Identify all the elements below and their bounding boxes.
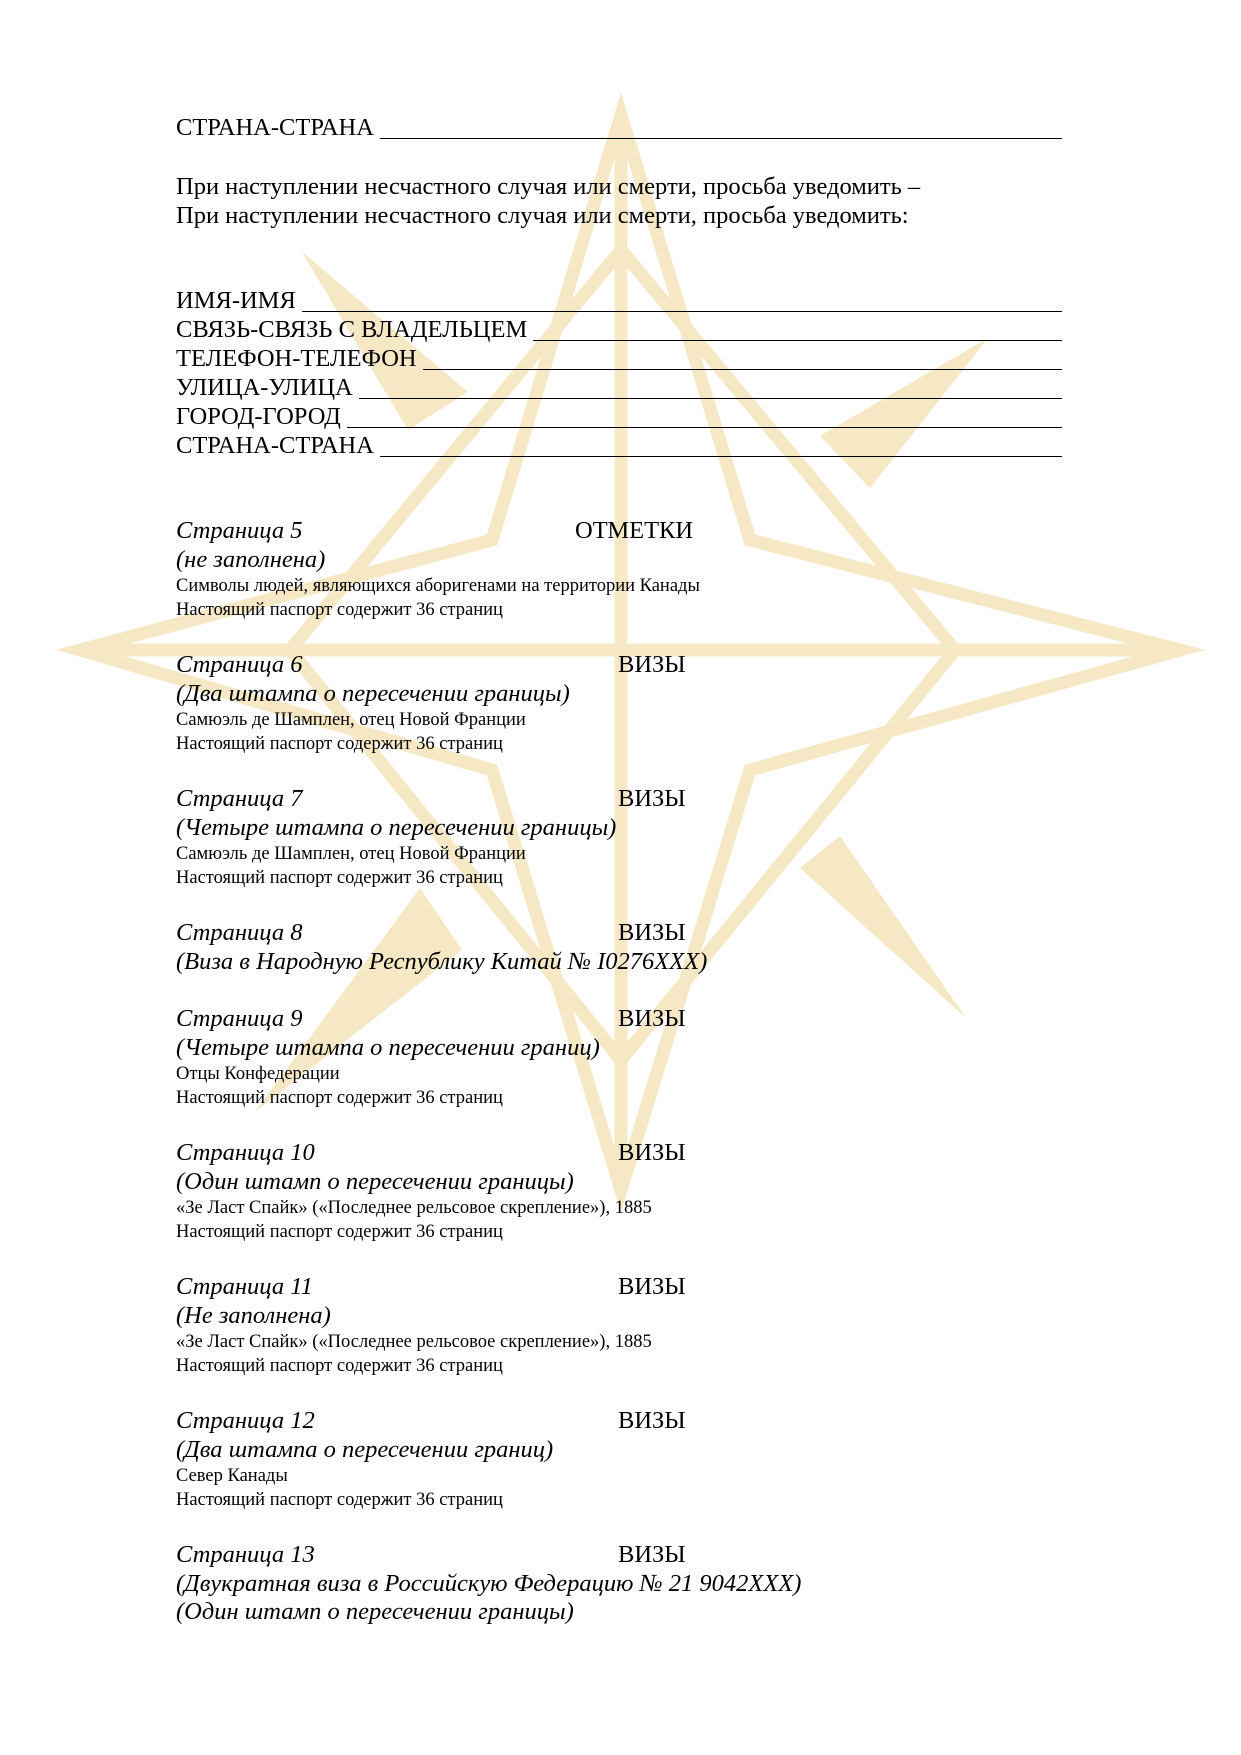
page-entry — [176, 784, 1076, 890]
page-count-note: Настоящий паспорт содержит 36 страниц — [176, 600, 503, 620]
page-number: Страница 10 — [176, 1139, 315, 1166]
page-number: Страница 11 — [176, 1273, 313, 1300]
page-note: (Двукратная виза в Российскую Федерацию № 21 9042XXX) — [176, 1570, 802, 1597]
page-caption: Отцы Конфедерации — [176, 1064, 340, 1084]
street-field-blank[interactable] — [359, 376, 1062, 399]
section-type: ВИЗЫ — [618, 651, 686, 678]
section-type: ВИЗЫ — [618, 1139, 686, 1166]
page-number: Страница 6 — [176, 651, 303, 678]
phone-field[interactable] — [176, 345, 1062, 373]
notice-line-2: При наступлении несчастного случая или смерти, просьба уведомить: — [176, 202, 909, 229]
city-field-blank[interactable] — [347, 405, 1062, 428]
page-caption: Самюэль де Шамплен, отец Новой Франции — [176, 710, 526, 730]
page-number: Страница 9 — [176, 1005, 303, 1032]
phone-field-label: ТЕЛЕФОН-ТЕЛЕФОН — [176, 345, 417, 372]
page-count-note: Настоящий паспорт содержит 36 страниц — [176, 868, 503, 888]
page-note: (Четыре штампа о пересечении границ) — [176, 1034, 600, 1061]
page-entry — [176, 1540, 1076, 1626]
section-type: ВИЗЫ — [618, 785, 686, 812]
page-caption: Север Канады — [176, 1466, 288, 1486]
page-entry — [176, 1138, 1076, 1244]
page-caption: «Зе Ласт Спайк» («Последнее рельсовое скрепление»), 1885 — [176, 1198, 652, 1218]
name-field-blank[interactable] — [302, 289, 1062, 312]
page-count-note: Настоящий паспорт содержит 36 страниц — [176, 1088, 503, 1108]
section-type: ОТМЕТКИ — [575, 517, 694, 544]
page-note: (Два штампа о пересечении границ) — [176, 1436, 554, 1463]
page-number: Страница 8 — [176, 919, 303, 946]
contact-country-field-label: СТРАНА-СТРАНА — [176, 432, 374, 459]
page-caption: Самюэль де Шамплен, отец Новой Франции — [176, 844, 526, 864]
page-entry — [176, 650, 1076, 756]
phone-field-blank[interactable] — [423, 347, 1062, 370]
page-note: (Один штамп о пересечении границы) — [176, 1168, 574, 1195]
name-field-label: ИМЯ-ИМЯ — [176, 287, 296, 314]
page-number: Страница 5 — [176, 517, 303, 544]
page-count-note: Настоящий паспорт содержит 36 страниц — [176, 734, 503, 754]
contact-country-field[interactable] — [176, 432, 1062, 460]
page-note: (Не заполнена) — [176, 1302, 331, 1329]
page-note: (Два штампа о пересечении границы) — [176, 680, 570, 707]
page-entry — [176, 516, 1076, 622]
page-count-note: Настоящий паспорт содержит 36 страниц — [176, 1356, 503, 1376]
page-entry — [176, 918, 1076, 976]
page-number: Страница 12 — [176, 1407, 315, 1434]
street-field-label: УЛИЦА-УЛИЦА — [176, 374, 353, 401]
page-number: Страница 13 — [176, 1541, 315, 1568]
city-field-label: ГОРОД-ГОРОД — [176, 403, 341, 430]
section-type: ВИЗЫ — [618, 1407, 686, 1434]
page-note: (Один штамп о пересечении границы) — [176, 1598, 574, 1625]
page-note: (Четыре штампа о пересечении границы) — [176, 814, 617, 841]
country-field-label: СТРАНА-СТРАНА — [176, 114, 374, 141]
page-count-note: Настоящий паспорт содержит 36 страниц — [176, 1490, 503, 1510]
page-caption: «Зе Ласт Спайк» («Последнее рельсовое скрепление»), 1885 — [176, 1332, 652, 1352]
page-number: Страница 7 — [176, 785, 303, 812]
relationship-field[interactable] — [176, 316, 1062, 344]
country-field-blank[interactable] — [380, 116, 1062, 139]
page-entry — [176, 1004, 1076, 1110]
section-type: ВИЗЫ — [618, 1005, 686, 1032]
section-type: ВИЗЫ — [618, 919, 686, 946]
contact-country-field-blank[interactable] — [380, 434, 1062, 457]
page-note: (не заполнена) — [176, 546, 326, 573]
country-field[interactable] — [176, 114, 1062, 142]
section-type: ВИЗЫ — [618, 1541, 686, 1568]
page-note: (Виза в Народную Республику Китай № I0276XXX) — [176, 948, 708, 975]
street-field[interactable] — [176, 374, 1062, 402]
relationship-field-blank[interactable] — [533, 318, 1062, 341]
city-field[interactable] — [176, 403, 1062, 431]
page-caption: Символы людей, являющихся аборигенами на территории Канады — [176, 576, 700, 596]
name-field[interactable] — [176, 287, 1062, 315]
page-count-note: Настоящий паспорт содержит 36 страниц — [176, 1222, 503, 1242]
section-type: ВИЗЫ — [618, 1273, 686, 1300]
notice-line-1: При наступлении несчастного случая или смерти, просьба уведомить – — [176, 173, 921, 200]
page-entry — [176, 1272, 1076, 1378]
page-entry — [176, 1406, 1076, 1512]
relationship-field-label: СВЯЗЬ-СВЯЗЬ С ВЛАДЕЛЬЦЕМ — [176, 316, 528, 343]
